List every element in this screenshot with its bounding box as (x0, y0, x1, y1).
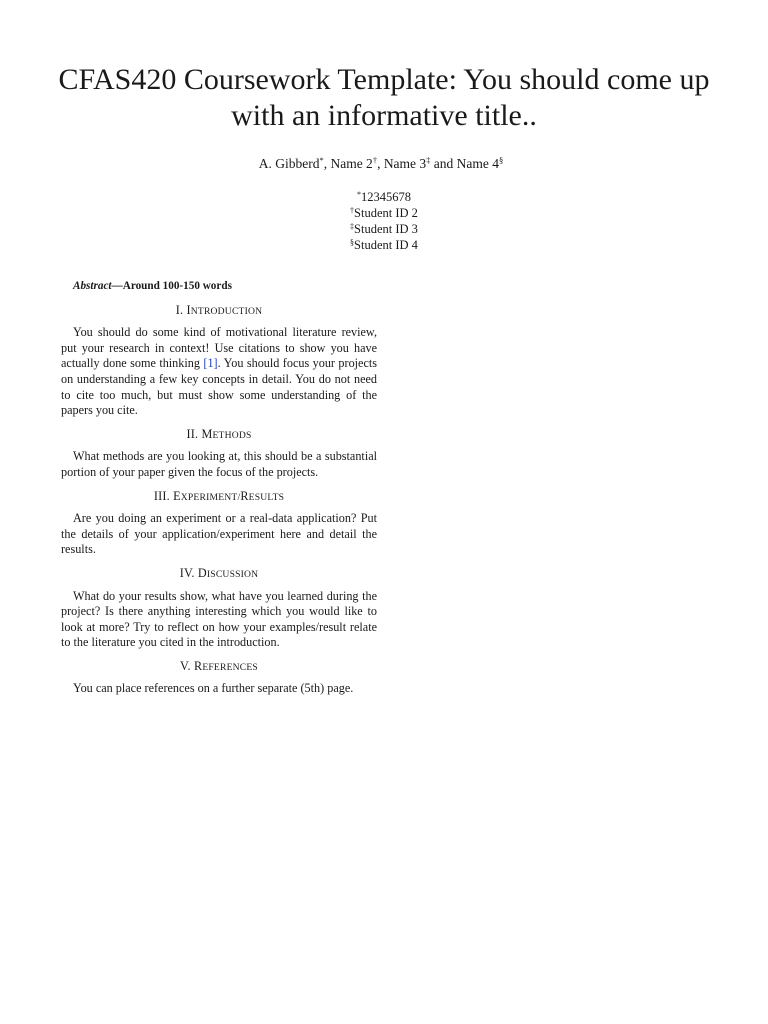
section-heading (61, 303, 377, 320)
author-name: A. Gibberd (258, 156, 320, 171)
section-heading-rest: NTRODUCTION (190, 305, 263, 317)
section-numeral: III. (153, 488, 170, 503)
author-name: Name 3 (383, 156, 427, 171)
section-heading (61, 427, 377, 444)
author-name: Name 4 (456, 156, 500, 171)
author-conjunction: and (433, 156, 454, 171)
section-paragraph: You can place references on a further separate (5th) page. (73, 681, 354, 696)
abstract-text: —Around 100-150 words (111, 280, 232, 292)
author-list: A. Gibberd*, Name 2†, Name 3‡ and Name 4§ (258, 155, 504, 171)
section-paragraph: What do your results show, what have you learned during the project? Is there anything interesting which you would like to look at more? Try to reflect on how your examples/result relate to the literature you cited in the introduction. (61, 588, 377, 650)
section-numeral: I. (175, 302, 184, 317)
paragraph-text: . You should focus your projects on understanding a few key concepts in detail. You do not need to cite too much, but must show some understanding of the papers you cite. (61, 356, 377, 418)
section-heading-initial: R (240, 488, 249, 503)
left-column (61, 279, 377, 697)
section-paragraph (61, 325, 377, 419)
section-heading-rest: ETHODS (212, 429, 252, 441)
affiliation-text: Student ID 2 (354, 206, 418, 220)
section-discussion (61, 566, 377, 651)
section-references (61, 659, 377, 697)
section-heading-initial: I (186, 302, 191, 317)
author-footnote-mark: † (372, 155, 378, 165)
section-heading-rest: ISCUSSION (206, 568, 259, 580)
author-footnote-mark: ‡ (426, 155, 431, 165)
paragraph-text: You should do some kind of motivational literature review, put your research in context! Use citations to show you have actually done some thinking (61, 325, 377, 371)
section-heading-initial: E (173, 488, 181, 503)
affiliation-text: 12345678 (361, 190, 411, 204)
section-heading (61, 659, 377, 676)
section-heading-rest: EFERENCES (202, 661, 258, 673)
section-heading (61, 489, 377, 506)
section-heading (61, 566, 377, 583)
paper-title: CFAS420 Coursework Template: You should come up with an informative title.. (58, 63, 710, 132)
affiliation-mark: ‡ (350, 222, 355, 231)
section-numeral: II. (186, 426, 199, 441)
section-paragraph: Are you doing an experiment or a real-data application? Put the details of your application/experiment here and detail the results. (61, 511, 377, 557)
affiliation-line (0, 189, 768, 205)
section-heading-initial: R (193, 658, 203, 673)
section-heading-initial: M (201, 426, 213, 441)
abstract (61, 279, 377, 295)
section-methods (61, 427, 377, 481)
section-numeral: IV. (179, 565, 195, 580)
affiliation-mark: † (350, 206, 355, 215)
abstract-label: Abstract (73, 280, 112, 292)
author-footnote-mark: § (499, 155, 504, 165)
section-numeral: V. (180, 658, 191, 673)
affiliation-mark: § (350, 238, 355, 247)
section-heading-initial: D (197, 565, 207, 580)
author-footnote-mark: * (319, 155, 324, 165)
affiliation-line (0, 205, 768, 221)
affiliation-text: Student ID 3 (354, 222, 418, 236)
section-heading-rest: ESULTS (248, 491, 285, 503)
section-experiment-results (61, 489, 377, 558)
section-paragraph: What methods are you looking at, this should be a substantial portion of your paper given the focus of the projects. (61, 449, 377, 479)
affiliation-list (0, 189, 768, 253)
affiliation-mark: * (357, 190, 361, 199)
affiliation-line (0, 237, 768, 253)
section-introduction (61, 303, 377, 419)
citation-link[interactable]: [1] (203, 356, 218, 371)
author-name: Name 2 (330, 156, 373, 171)
affiliation-line (0, 221, 768, 237)
affiliation-text: Student ID 4 (354, 238, 418, 252)
section-heading-rest: XPERIMENT/ (180, 491, 241, 503)
